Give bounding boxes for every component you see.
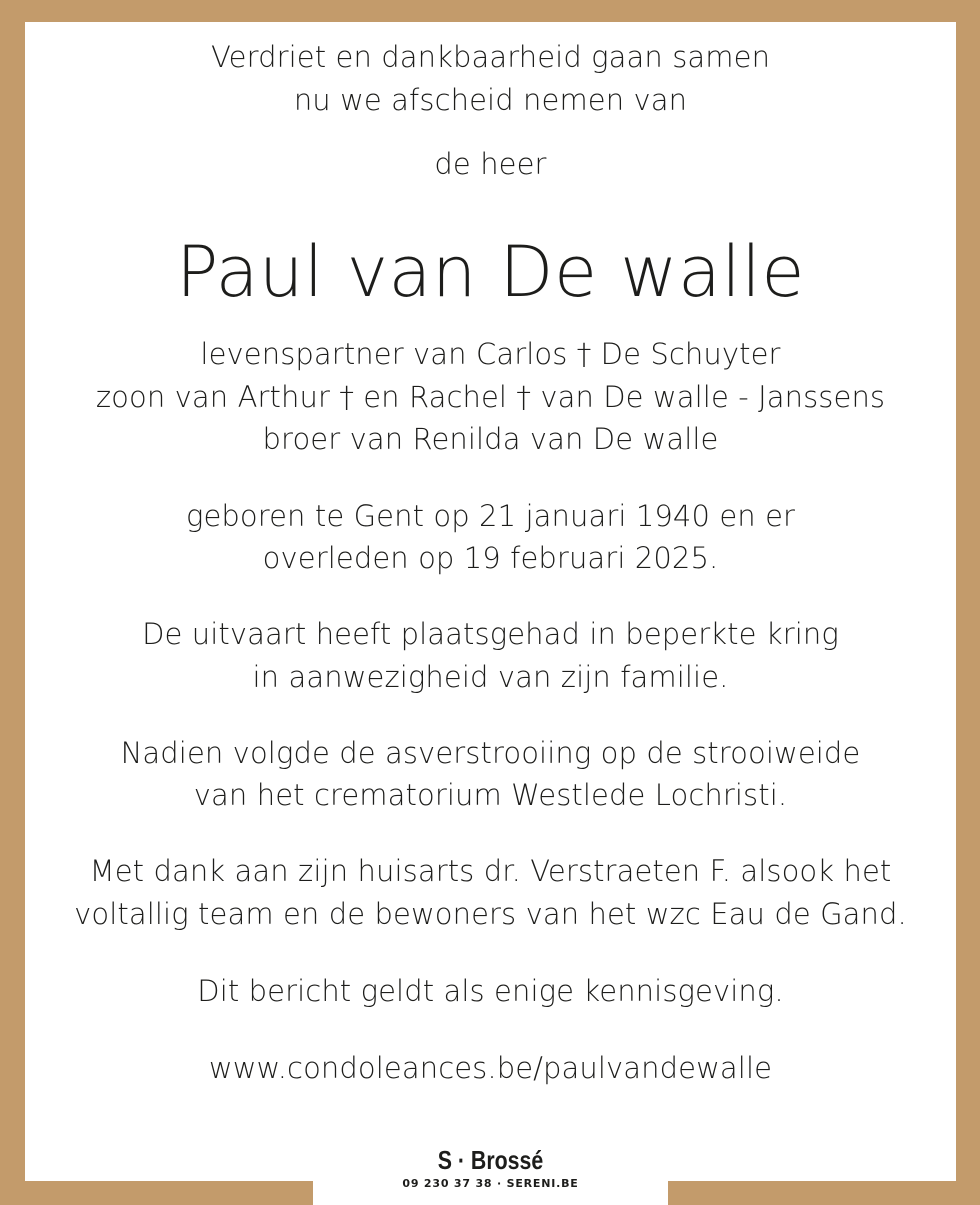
birth-death-line-2: overleden op 19 februari 2025. (262, 541, 719, 575)
frame-bottom-right (668, 1181, 980, 1205)
relation-line-1: levenspartner van Carlos † De Schuyter (200, 337, 781, 371)
frame-bottom-left (0, 1181, 313, 1205)
funeral-home-contact: 09 230 37 38 · SERENI.BE (402, 1177, 579, 1190)
funeral-line-1: De uitvaart heeft plaatsgehad in beperkte kring (142, 617, 839, 651)
salutation: de heer (434, 147, 547, 181)
funeral-line-2: in aanwezigheid van zijn familie. (252, 660, 729, 694)
relation-line-2: zoon van Arthur † en Rachel † van De walle - Janssens (95, 380, 886, 414)
thanks-line-2: voltallig team en de bewoners van het wzc Eau de Gand. (74, 897, 907, 931)
condolence-website: www.condoleances.be/paulvandewalle (208, 1051, 773, 1085)
intro-line-2: nu we afscheid nemen van (293, 83, 688, 117)
birth-death-line-1: geboren te Gent op 21 januari 1940 en er (185, 499, 796, 533)
ashes-line-1: Nadien volgde de asverstrooiing op de strooiweide (120, 736, 861, 770)
funeral-home-logo (313, 1145, 668, 1191)
ashes-line-2: van het crematorium Westlede Lochristi. (193, 778, 788, 812)
intro-line-1: Verdriet en dankbaarheid gaan samen (210, 40, 771, 74)
notice-statement: Dit bericht geldt als enige kennisgeving. (197, 974, 784, 1008)
deceased-name: Paul van De walle (176, 231, 805, 313)
funeral-home-name: S · Brossé (437, 1145, 544, 1175)
thanks-line-1: Met dank aan zijn huisarts dr. Verstraeten F. alsook het (89, 854, 892, 888)
relation-line-3: broer van Renilda van De walle (262, 422, 719, 456)
